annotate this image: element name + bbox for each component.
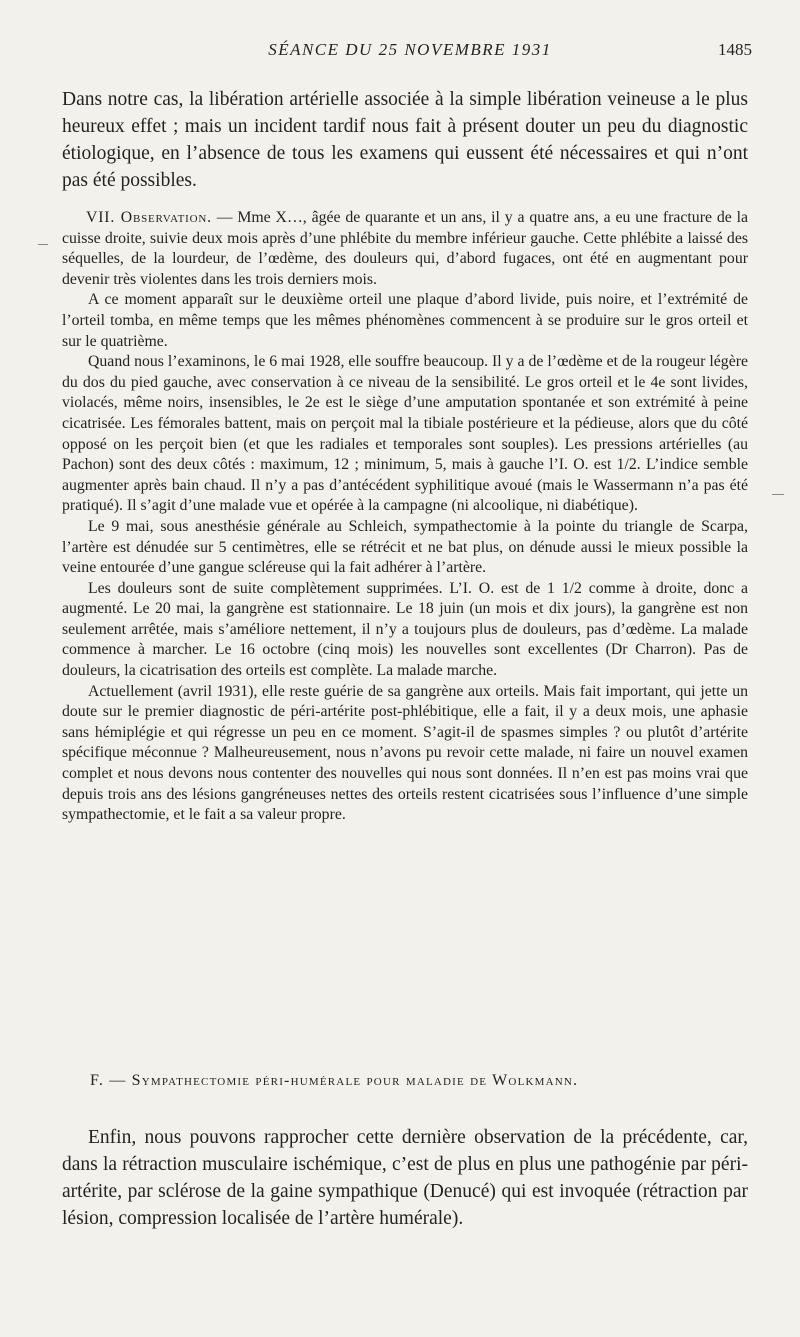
observation-label: VII. Observation. bbox=[86, 209, 212, 226]
margin-mark bbox=[38, 244, 48, 245]
page-number: 1485 bbox=[718, 40, 752, 59]
observation-block bbox=[62, 208, 748, 826]
page-header bbox=[60, 40, 760, 64]
observation-paragraph: Actuellement (avril 1931), elle reste guérie de sa gangrène aux orteils. Mais fait important, qui jette un doute sur le premier diagnostic de péri-artérite post-phlébitique, elle a fait, il y a deux mois, une aphasie sans hémiplégie et qui régresse un peu en ce moment. S’agit-il de spasmes simples ? ou plutôt d’artérite spécifique méconnue ? Malheureusement, nous n’avons pu revoir cette malade, ni faire un nouvel examen complet et nous devons nous contenter des nouvelles qui nous sont données. Il n’en est pas moins vrai que depuis trois ans des lésions gangréneuses nettes des orteils restent cicatrisées sous l’influence d’une simple sympathectomie, et le fait a sa valeur propre. bbox=[62, 682, 748, 824]
observation-paragraph: A ce moment apparaît sur le deuxième orteil une plaque d’abord livide, puis noire, et l’extrémité de l’orteil tomba, en même temps que les mêmes phénomènes commencent à se produire sur le gros orteil et sur le quatrième. bbox=[62, 291, 748, 350]
intro-paragraph: Dans notre cas, la libération artérielle associée à la simple libération veineuse a le plus heureux effet ; mais un incident tardif nous fait à présent douter un peu du diagnostic étiologique, en l’absence de tous les examens qui eussent été nécessaires et qui n’ont pas été possibles. bbox=[62, 89, 748, 191]
observation-paragraph: Le 9 mai, sous anesthésie générale au Schleich, sympathectomie à la pointe du triangle de Scarpa, l’artère est dénudée sur 5 centimètres, elle se rétrécit et ne bat plus, on dénude aussi le mieux possible la veine entourée d’une gangue scléreuse qui la fait adhérer à l’artère. bbox=[62, 517, 748, 577]
observation-intro-text: — Mme X…, âgée de quarante et un ans, il y a quatre ans, a eu une fracture de la cuisse droite, suivie deux mois après d’une phlébite du membre inférieur gauche. Cette phlébite a laissé des séquelles, de la lourdeur, de l’œdème, des douleurs qui, d’abord fugaces, ont été en augmentant pour devenir très violentes dans les trois derniers mois. bbox=[62, 209, 748, 288]
observation-paragraph: Les douleurs sont de suite complètement supprimées. L’I. O. est de 1 1/2 comme à droite, donc a augmenté. Le 20 mai, la gangrène est stationnaire. Le 18 juin (un mois et dix jours), la gangrène est non seulement arrêtée, mais s’améliore nettement, il n’y a toujours plus de douleurs, pas d’œdème. La malade commence à marcher. Le 16 octobre (cinq mois) les nouvelles sont excellentes (Dr Charron). Pas de douleurs, la cicatrisation des orteils est complète. La malade marche. bbox=[62, 579, 748, 680]
closing-paragraph: Enfin, nous pouvons rapprocher cette dernière observation de la précédente, car, dans la rétraction musculaire ischémique, c’est de plus en plus une pathogénie par péri-artérite, par sclérose de la gaine sympathique (Denucé) qui est invoquée (rétraction par lésion, compression localisée de l’artère humérale). bbox=[62, 1127, 748, 1229]
intro-paragraph-block bbox=[62, 86, 748, 194]
section-heading: F. — Sympathectomie péri-humérale pour maladie de Wolkmann. bbox=[90, 1072, 579, 1089]
observation-paragraph: Quand nous l’examinons, le 6 mai 1928, elle souffre beaucoup. Il y a de l’œdème et de la rougeur légère du dos du pied gauche, avec conservation à ce niveau de la sensibilité. Le gros orteil et le 4e sont livides, violacés, même noirs, insensibles, le 2e est le siège d’une amputation spontanée et son extrémité à peine cicatrisée. Les fémorales battent, mais on perçoit mal la tibiale postérieure et la pédieuse, alors que du côté opposé on les perçoit bien (et que les radiales et temporales sont souples). Les pressions artérielles (au Pachon) sont des deux côtés : maximum, 12 ; minimum, 5, mais à gauche l’I. O. est 1/2. L’indice semble augmenter après bain chaud. Il n’y a pas d’antécédent syphilitique avoué (mais le Wassermann n’a pas été pratiqué). Il s’agit d’une malade vue et opérée à la campagne (ni alcoolique, ni diabétique). bbox=[62, 353, 748, 515]
running-title: SÉANCE DU 25 NOVEMBRE 1931 bbox=[268, 40, 552, 59]
closing-paragraph-block bbox=[62, 1124, 748, 1232]
margin-mark bbox=[772, 494, 784, 495]
observation-paragraph bbox=[62, 208, 748, 290]
